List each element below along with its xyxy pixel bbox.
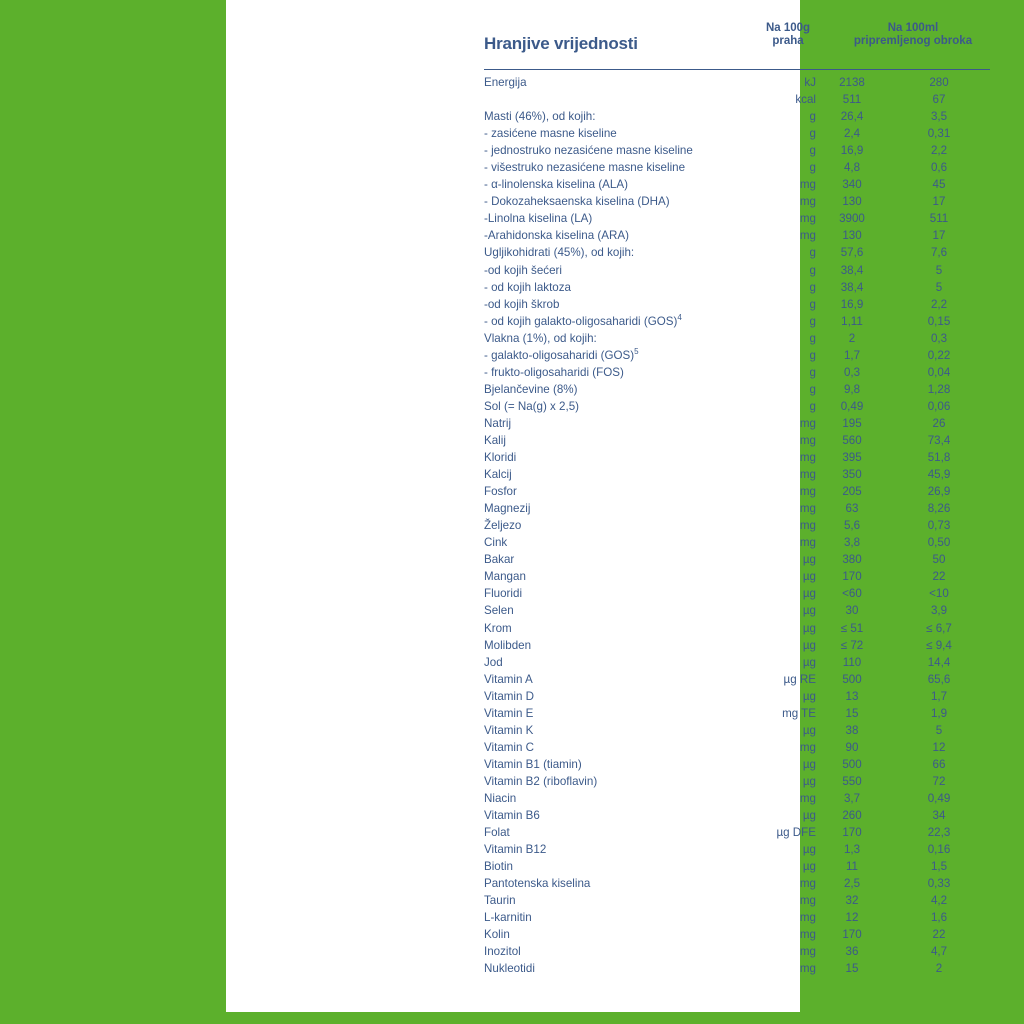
value-per-100g: 32 [845, 894, 859, 908]
nutrient-label: Biotin [484, 860, 514, 874]
nutrient-unit: g [809, 161, 816, 175]
table-row [484, 159, 990, 176]
nutrient-unit: µg [802, 587, 816, 601]
nutrient-label: Molibden [484, 638, 532, 652]
value-per-100g: 560 [842, 433, 862, 447]
nutrient-unit: g [809, 348, 816, 362]
nutrient-unit: mg [799, 877, 816, 891]
nutrient-label: - od kojih galakto-oligosaharidi (GOS)$^4$ [484, 312, 682, 328]
nutrient-label: Magnezij [484, 502, 531, 516]
value-per-100g: 16,9 [840, 144, 864, 158]
value-per-100ml: 511 [929, 212, 949, 226]
column-header-per-100g [752, 22, 824, 48]
nutrient-label: - od kojih laktoza [484, 280, 571, 294]
value-per-100ml: 67 [932, 93, 946, 107]
table-row [484, 654, 990, 671]
nutrient-label: - frukto-oligosaharidi (FOS) [484, 365, 624, 379]
table-row [484, 739, 990, 756]
value-per-100ml: 280 [929, 76, 949, 89]
value-per-100ml: 4,2 [930, 894, 948, 908]
value-per-100ml: 2 [935, 962, 943, 976]
nutrient-unit: mg [799, 229, 816, 243]
table-row [484, 688, 990, 705]
value-per-100g: 36 [845, 945, 859, 959]
value-per-100g: 170 [842, 826, 862, 840]
value-per-100ml: 1,7 [930, 689, 948, 703]
value-per-100ml: 4,7 [930, 945, 948, 959]
nutrient-unit: mg [799, 894, 816, 908]
value-per-100g: 130 [842, 195, 862, 209]
nutrient-label: -od kojih šećeri [484, 263, 562, 277]
nutrient-label: Jod [484, 655, 503, 669]
value-per-100g: 2,5 [843, 877, 861, 891]
nutrient-label: Mangan [484, 570, 526, 584]
column-header-per-100ml [836, 22, 990, 48]
nutrient-unit: µg RE [783, 672, 816, 686]
value-per-100g: 26,4 [840, 110, 864, 124]
value-per-100g: 350 [842, 468, 862, 482]
table-header [484, 0, 990, 70]
value-per-100g: <60 [842, 587, 862, 601]
nutrient-label: Fosfor [484, 485, 517, 499]
nutrient-label: Kolin [484, 928, 510, 942]
nutrient-label: Folat [484, 826, 510, 840]
value-per-100g: 3,8 [843, 536, 861, 550]
value-per-100ml: 5 [935, 280, 943, 294]
value-per-100g: 3,7 [843, 791, 861, 805]
nutrient-label: Vitamin D [484, 689, 535, 703]
value-per-100g: 205 [842, 485, 862, 499]
nutrient-label: Vitamin B12 [484, 843, 547, 857]
nutrient-label: Bjelančevine (8%) [484, 382, 578, 396]
value-per-100g: 110 [842, 655, 862, 669]
nutrient-label: Vlakna (1%), od kojih: [484, 331, 597, 345]
nutrient-unit: mg [799, 416, 816, 430]
value-per-100ml: 0,16 [927, 843, 951, 857]
value-per-100g: ≤ 51 [840, 621, 864, 635]
value-per-100ml: 0,04 [927, 365, 951, 379]
value-per-100ml: 72 [932, 774, 946, 788]
value-per-100ml: 26,9 [927, 485, 951, 499]
nutrient-label: - jednostruko nezasićene masne kiseline [484, 144, 693, 158]
value-per-100g: 90 [845, 740, 859, 754]
header-divider [484, 69, 990, 70]
table-row [484, 210, 990, 227]
nutrient-label: Niacin [484, 791, 517, 805]
nutrient-unit: µg [802, 774, 816, 788]
column-header-per-100g-line1: Na 100g [765, 22, 811, 34]
nutrient-unit: g [809, 127, 816, 141]
nutrient-unit: g [809, 144, 816, 158]
nutrient-unit: mg [799, 962, 816, 976]
value-per-100ml: 51,8 [927, 451, 951, 465]
value-per-100g: 395 [842, 451, 862, 465]
value-per-100ml: 17 [932, 195, 946, 209]
value-per-100g: 15 [845, 706, 859, 720]
value-per-100ml: 0,06 [927, 399, 951, 413]
nutrient-unit: g [809, 280, 816, 294]
table-row [484, 193, 990, 210]
value-per-100g: 15 [845, 962, 859, 976]
value-per-100ml: 0,49 [927, 791, 951, 805]
nutrient-label: -Arahidonska kiselina (ARA) [484, 229, 629, 243]
page-title: Hranjive vrijednosti [484, 34, 638, 53]
nutrient-label [484, 91, 736, 108]
nutrient-label: Taurin [484, 894, 516, 908]
nutrient-label: Vitamin B1 (tiamin) [484, 757, 582, 771]
table-row [484, 313, 990, 330]
nutrient-unit: µg [802, 757, 816, 771]
value-per-100ml: 0,6 [930, 161, 948, 175]
nutrient-unit: g [809, 365, 816, 379]
value-per-100ml: 2,2 [930, 297, 948, 311]
value-per-100g: 340 [842, 178, 862, 192]
value-per-100g: 5,6 [843, 519, 861, 533]
value-per-100g: 500 [842, 672, 862, 686]
nutrient-unit: mg [799, 485, 816, 499]
value-per-100ml: 1,9 [930, 706, 948, 720]
table-row [484, 449, 990, 466]
value-per-100g: 170 [842, 928, 862, 942]
table-row [484, 74, 990, 91]
value-per-100ml: 73,4 [927, 433, 951, 447]
table-row [484, 892, 990, 909]
value-per-100ml: 1,28 [927, 382, 951, 396]
table-row [484, 244, 990, 261]
value-per-100ml: 0,22 [927, 348, 951, 362]
table-row [484, 296, 990, 313]
value-per-100g: 380 [842, 553, 862, 567]
nutrient-unit: µg [802, 604, 816, 618]
value-per-100ml: 0,3 [930, 331, 948, 345]
table-row [484, 858, 990, 875]
value-per-100g: 38,4 [840, 280, 864, 294]
nutrient-label: Vitamin B6 [484, 809, 540, 823]
value-per-100g: 260 [842, 809, 862, 823]
value-per-100g: 1,11 [841, 314, 863, 328]
table-row [484, 176, 990, 193]
value-per-100g: 0,49 [840, 399, 864, 413]
nutrient-unit: µg DFE [776, 826, 816, 840]
nutrient-unit: g [809, 399, 816, 413]
table-row [484, 671, 990, 688]
value-per-100g: 0,3 [843, 365, 861, 379]
nutrient-label: Inozitol [484, 945, 521, 959]
column-header-per-100ml-line1: Na 100ml [887, 22, 939, 34]
table-row [484, 534, 990, 551]
value-per-100g: 2,4 [843, 127, 861, 141]
nutrient-unit: µg [802, 843, 816, 857]
nutrient-label: Energija [484, 76, 527, 89]
nutrient-label: Kalcij [484, 468, 512, 482]
nutrient-unit: µg [802, 723, 816, 737]
table-row [484, 637, 990, 654]
nutrition-table-container [484, 0, 990, 1012]
table-row [484, 875, 990, 892]
nutrient-unit: µg [802, 570, 816, 584]
nutrient-unit: µg [802, 689, 816, 703]
value-per-100g: 500 [842, 757, 862, 771]
nutrient-label: - galakto-oligosaharidi (GOS)$^5$ [484, 346, 639, 362]
nutrient-label: Selen [484, 604, 514, 618]
table-row [484, 415, 990, 432]
table-row [484, 125, 990, 142]
value-per-100ml: ≤ 6,7 [926, 621, 952, 635]
table-row [484, 943, 990, 960]
nutrition-table [484, 74, 990, 977]
table-row [484, 381, 990, 398]
value-per-100ml: 5 [935, 723, 943, 737]
table-row [484, 398, 990, 415]
nutrient-unit: kJ [804, 76, 816, 89]
nutrient-unit: mg [799, 911, 816, 925]
value-per-100ml: 12 [932, 740, 946, 754]
value-per-100ml: 14,4 [927, 655, 951, 669]
value-per-100ml: 1,6 [930, 911, 948, 925]
value-per-100ml: 0,33 [927, 877, 951, 891]
table-row [484, 517, 990, 534]
nutrient-label: Vitamin E [484, 706, 534, 720]
nutrient-label: L-karnitin [484, 911, 532, 925]
nutrient-unit: µg [802, 860, 816, 874]
nutrient-label: Sol (= Na(g) x 2,5) [484, 399, 580, 413]
nutrient-unit: µg [802, 809, 816, 823]
value-per-100ml: 26 [932, 416, 946, 430]
value-per-100ml: 45,9 [927, 468, 951, 482]
value-per-100ml: 17 [932, 229, 946, 243]
nutrient-label: - Dokozaheksaenska kiselina (DHA) [484, 195, 670, 209]
value-per-100g: 3900 [839, 212, 865, 226]
table-row [484, 909, 990, 926]
value-per-100ml: ≤ 9,4 [926, 638, 952, 652]
value-per-100ml: 0,31 [927, 127, 951, 141]
table-row [484, 807, 990, 824]
nutrient-unit: g [809, 246, 816, 260]
value-per-100ml: 66 [932, 757, 946, 771]
nutrition-table-body [484, 74, 990, 977]
value-per-100ml: 3,5 [930, 110, 948, 124]
nutrient-label: -Linolna kiselina (LA) [484, 212, 593, 226]
nutrient-label: Fluoridi [484, 587, 523, 601]
value-per-100g: ≤ 72 [840, 638, 864, 652]
value-per-100ml: 65,6 [927, 672, 951, 686]
table-row [484, 227, 990, 244]
table-row [484, 466, 990, 483]
value-per-100ml: 22 [932, 928, 946, 942]
nutrient-unit: mg [799, 195, 816, 209]
value-per-100g: 130 [842, 229, 862, 243]
nutrient-unit: g [809, 331, 816, 345]
nutrient-unit: g [809, 314, 816, 328]
nutrient-label: Krom [484, 621, 512, 635]
column-header-per-100ml-line2: pripremljenog obroka [853, 35, 973, 47]
nutrient-label: Kalij [484, 433, 506, 447]
value-per-100ml: 22 [932, 570, 946, 584]
nutrient-label: Natrij [484, 416, 512, 430]
nutrition-panel [226, 0, 973, 1012]
table-row [484, 91, 990, 108]
value-per-100ml: 22,3 [927, 826, 951, 840]
value-per-100g: 38 [845, 723, 859, 737]
nutrient-unit: mg [799, 451, 816, 465]
value-per-100g: 2 [848, 331, 856, 345]
nutrient-unit: mg [799, 740, 816, 754]
table-row [484, 841, 990, 858]
table-row [484, 705, 990, 722]
value-per-100g: 16,9 [840, 297, 864, 311]
table-row [484, 142, 990, 159]
nutrient-unit: g [809, 110, 816, 124]
nutrient-unit: kcal [795, 93, 816, 107]
nutrient-label: -od kojih škrob [484, 297, 560, 311]
value-per-100ml: 1,5 [930, 860, 948, 874]
nutrient-unit: mg [799, 928, 816, 942]
value-per-100g: 11 [845, 860, 859, 874]
value-per-100ml: 0,50 [927, 536, 951, 550]
nutrient-unit: µg [802, 621, 816, 635]
value-per-100g: 57,6 [840, 246, 864, 260]
table-row [484, 279, 990, 296]
nutrient-label: - α-linolenska kiselina (ALA) [484, 178, 628, 192]
table-row [484, 108, 990, 125]
value-per-100g: 12 [845, 911, 859, 925]
table-row [484, 773, 990, 790]
value-per-100ml: 34 [932, 809, 946, 823]
nutrient-unit: mg [799, 502, 816, 516]
value-per-100g: 511 [842, 93, 862, 107]
nutrient-unit: mg [799, 212, 816, 226]
table-row [484, 602, 990, 619]
value-per-100g: 1,7 [843, 348, 861, 362]
nutrient-label: Nukleotidi [484, 962, 535, 976]
nutrient-unit: mg [799, 178, 816, 192]
nutrient-label: Cink [484, 536, 508, 550]
value-per-100ml: 2,2 [930, 144, 948, 158]
nutrient-label: - višestruko nezasićene masne kiseline [484, 161, 686, 175]
table-row [484, 364, 990, 381]
table-row [484, 432, 990, 449]
value-per-100g: 1,3 [843, 843, 861, 857]
value-per-100ml: <10 [929, 587, 949, 601]
nutrient-unit: mg [799, 945, 816, 959]
value-per-100ml: 45 [932, 178, 946, 192]
nutrient-label: Ugljikohidrati (45%), od kojih: [484, 246, 635, 260]
value-per-100ml: 7,6 [930, 246, 948, 260]
table-row [484, 722, 990, 739]
table-row [484, 262, 990, 279]
nutrient-unit: mg [799, 519, 816, 533]
table-row [484, 824, 990, 841]
value-per-100g: 30 [845, 604, 859, 618]
nutrient-unit: mg [799, 433, 816, 447]
nutrient-unit: mg [799, 536, 816, 550]
table-row [484, 756, 990, 773]
table-row [484, 585, 990, 602]
nutrient-label: Vitamin B2 (riboflavin) [484, 774, 598, 788]
footnote-marker: 5 [634, 346, 639, 356]
nutrient-label: Vitamin C [484, 740, 535, 754]
nutrient-unit: µg [802, 553, 816, 567]
value-per-100g: 170 [842, 570, 862, 584]
value-per-100ml: 3,9 [930, 604, 948, 618]
nutrient-unit: g [809, 263, 816, 277]
nutrient-unit: µg [802, 638, 816, 652]
table-row [484, 500, 990, 517]
value-per-100ml: 0,15 [927, 314, 951, 328]
table-row [484, 568, 990, 585]
column-header-per-100g-line2: praha [772, 35, 804, 47]
nutrient-label: Vitamin K [484, 723, 534, 737]
value-per-100g: 13 [845, 689, 859, 703]
table-row [484, 347, 990, 364]
footnote-marker: 4 [677, 312, 682, 322]
value-per-100ml: 0,73 [927, 519, 951, 533]
table-row [484, 620, 990, 637]
nutrient-label: Kloridi [484, 451, 517, 465]
nutrient-label: Vitamin A [484, 672, 533, 686]
nutrient-label: Bakar [484, 553, 515, 567]
value-per-100ml: 50 [932, 553, 946, 567]
nutrient-unit: g [809, 297, 816, 311]
table-row [484, 960, 990, 977]
nutrient-label: - zasićene masne kiseline [484, 127, 617, 141]
table-row [484, 551, 990, 568]
nutrient-label: Pantotenska kiselina [484, 877, 591, 891]
nutrient-label: Željezo [484, 519, 522, 533]
nutrient-unit: mg [799, 791, 816, 805]
nutrient-unit: mg TE [782, 706, 816, 720]
nutrient-unit: mg [799, 468, 816, 482]
value-per-100g: 195 [842, 416, 862, 430]
value-per-100ml: 8,26 [927, 502, 951, 516]
table-row [484, 330, 990, 347]
table-row [484, 926, 990, 943]
value-per-100g: 9,8 [843, 382, 861, 396]
table-row [484, 483, 990, 500]
nutrient-unit: g [809, 382, 816, 396]
value-per-100g: 550 [842, 774, 862, 788]
value-per-100g: 38,4 [840, 263, 864, 277]
value-per-100g: 4,8 [843, 161, 861, 175]
value-per-100ml: 5 [935, 263, 943, 277]
table-row [484, 790, 990, 807]
value-per-100g: 63 [845, 502, 859, 516]
nutrient-unit: µg [802, 655, 816, 669]
value-per-100g: 2138 [839, 76, 865, 89]
nutrient-label: Masti (46%), od kojih: [484, 110, 596, 124]
